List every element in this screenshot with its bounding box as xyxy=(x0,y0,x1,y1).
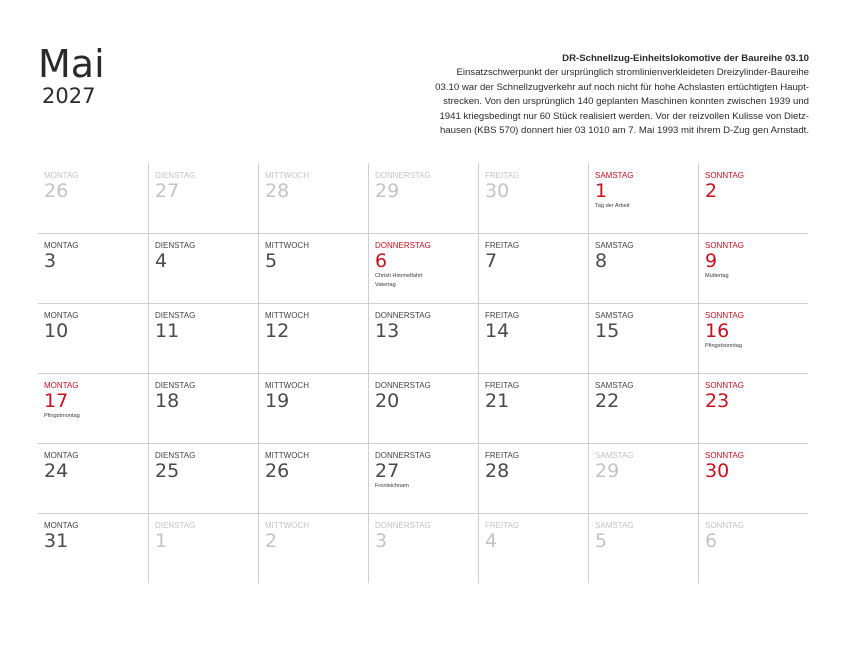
calendar-day-cell[interactable] xyxy=(38,303,148,373)
day-number: 12 xyxy=(265,320,290,342)
day-number: 20 xyxy=(375,390,400,412)
day-number: 26 xyxy=(265,460,290,482)
day-number: 18 xyxy=(155,390,180,412)
day-number: 30 xyxy=(485,180,510,202)
weekday-label: DONNERSTAG xyxy=(375,521,431,530)
holiday-note: Christi Himmelfahrt xyxy=(375,273,423,279)
day-number: 1 xyxy=(595,180,608,202)
weekday-label: DIENSTAG xyxy=(155,311,196,320)
weekday-label: DONNERSTAG xyxy=(375,311,431,320)
calendar-day-cell[interactable] xyxy=(588,443,698,513)
calendar-day-cell[interactable] xyxy=(368,163,478,233)
calendar-day-cell[interactable] xyxy=(258,303,368,373)
holiday-note: Pfingstmontag xyxy=(44,413,80,419)
weekday-label: SAMSTAG xyxy=(595,171,634,180)
day-number: 6 xyxy=(375,250,388,272)
weekday-label: MONTAG xyxy=(44,451,79,460)
calendar-day-cell[interactable] xyxy=(478,303,588,373)
weekday-label: DONNERSTAG xyxy=(375,241,431,250)
calendar-day-cell[interactable] xyxy=(698,443,808,513)
day-number: 29 xyxy=(375,180,400,202)
day-number: 8 xyxy=(595,250,608,272)
day-number: 4 xyxy=(155,250,168,272)
weekday-label: FREITAG xyxy=(485,451,520,460)
calendar-week-row xyxy=(38,233,808,304)
holiday-note: Fronleichnam xyxy=(375,483,409,489)
calendar-day-cell[interactable] xyxy=(588,303,698,373)
weekday-label: DIENSTAG xyxy=(155,521,196,530)
day-number: 14 xyxy=(485,320,510,342)
day-number: 10 xyxy=(44,320,69,342)
day-number: 28 xyxy=(265,180,290,202)
calendar-day-cell[interactable] xyxy=(588,373,698,443)
day-number: 11 xyxy=(155,320,180,342)
weekday-label: MONTAG xyxy=(44,171,79,180)
caption-line: 03.10 war der Schnellzugverkehr auf noch nicht für hohe Achslasten ertüchtigten Haupt- xyxy=(435,81,809,93)
calendar-day-cell[interactable] xyxy=(258,233,368,303)
weekday-label: SAMSTAG xyxy=(595,311,634,320)
day-number: 16 xyxy=(705,320,730,342)
calendar-day-cell[interactable] xyxy=(258,163,368,233)
calendar-day-cell[interactable] xyxy=(38,513,148,583)
day-number: 27 xyxy=(375,460,400,482)
calendar-week-row xyxy=(38,163,808,234)
weekday-label: FREITAG xyxy=(485,311,520,320)
weekday-label: DIENSTAG xyxy=(155,451,196,460)
caption-line: hausen (KBS 570) donnert hier 03 1010 am 7. Mai 1993 mit ihrem D-Zug gen Arnstadt. xyxy=(439,125,809,137)
weekday-label: MONTAG xyxy=(44,521,79,530)
weekday-label: SAMSTAG xyxy=(595,241,634,250)
weekday-label: MITTWOCH xyxy=(265,311,309,320)
weekday-label: DONNERSTAG xyxy=(375,171,431,180)
calendar-day-cell[interactable] xyxy=(148,163,258,233)
weekday-label: MONTAG xyxy=(44,241,79,250)
day-number: 5 xyxy=(595,530,608,552)
day-number: 21 xyxy=(485,390,510,412)
calendar-day-cell[interactable] xyxy=(258,373,368,443)
day-number: 17 xyxy=(44,390,69,412)
weekday-label: SONNTAG xyxy=(705,171,744,180)
weekday-label: MITTWOCH xyxy=(265,241,309,250)
day-number: 1 xyxy=(155,530,168,552)
weekday-label: MITTWOCH xyxy=(265,381,309,390)
day-number: 3 xyxy=(44,250,57,272)
calendar-day-cell[interactable] xyxy=(258,513,368,583)
calendar-week-row xyxy=(38,513,808,583)
weekday-label: FREITAG xyxy=(485,241,520,250)
calendar-day-cell[interactable] xyxy=(368,373,478,443)
calendar-day-cell[interactable] xyxy=(478,513,588,583)
weekday-label: MONTAG xyxy=(44,381,79,390)
caption-line: 1941 kriegsbedingt nur 60 Stück realisiert werden. Vor der reizvollen Kulisse von Dietz- xyxy=(439,110,809,122)
weekday-label: DONNERSTAG xyxy=(375,381,431,390)
weekday-label: SONNTAG xyxy=(705,451,744,460)
caption-line: strecken. Von den ursprünglich 140 geplanten Maschinen konnten zwischen 1939 und xyxy=(443,96,809,108)
calendar-day-cell[interactable] xyxy=(698,303,808,373)
calendar-day-cell[interactable] xyxy=(368,303,478,373)
calendar-day-cell[interactable] xyxy=(368,233,478,303)
day-number: 13 xyxy=(375,320,400,342)
day-number: 9 xyxy=(705,250,718,272)
calendar-week-row xyxy=(38,303,808,374)
calendar-day-cell[interactable] xyxy=(478,443,588,513)
calendar-day-cell[interactable] xyxy=(38,163,148,233)
calendar-grid xyxy=(38,163,808,585)
weekday-label: MITTWOCH xyxy=(265,451,309,460)
day-number: 25 xyxy=(155,460,180,482)
weekday-label: FREITAG xyxy=(485,381,520,390)
photo-caption xyxy=(389,52,809,138)
weekday-label: SONNTAG xyxy=(705,521,744,530)
day-number: 28 xyxy=(485,460,510,482)
day-number: 3 xyxy=(375,530,388,552)
caption-title: DR-Schnellzug-Einheitslokomotive der Baureihe 03.10 xyxy=(562,53,809,64)
day-number: 7 xyxy=(485,250,498,272)
weekday-label: MONTAG xyxy=(44,311,79,320)
calendar-day-cell[interactable] xyxy=(148,303,258,373)
weekday-label: SONNTAG xyxy=(705,381,744,390)
day-number: 5 xyxy=(265,250,278,272)
weekday-label: DIENSTAG xyxy=(155,171,196,180)
weekday-label: FREITAG xyxy=(485,521,520,530)
calendar-day-cell[interactable] xyxy=(478,373,588,443)
day-number: 27 xyxy=(155,180,180,202)
calendar-day-cell[interactable] xyxy=(698,163,808,233)
day-number: 19 xyxy=(265,390,290,412)
calendar-day-cell[interactable] xyxy=(258,443,368,513)
calendar-day-cell[interactable] xyxy=(368,443,478,513)
day-number: 6 xyxy=(705,530,718,552)
holiday-note: Vatertag xyxy=(375,281,396,288)
month-title: Mai xyxy=(38,42,105,86)
calendar-day-cell[interactable] xyxy=(38,373,148,443)
day-number: 31 xyxy=(44,530,69,552)
holiday-note: Pfingstsonntag xyxy=(705,343,743,349)
calendar-day-cell[interactable] xyxy=(148,373,258,443)
day-number: 4 xyxy=(485,530,498,552)
weekday-label: MITTWOCH xyxy=(265,521,309,530)
weekday-label: MITTWOCH xyxy=(265,171,309,180)
calendar-day-cell[interactable] xyxy=(368,513,478,583)
holiday-note: Muttertag xyxy=(705,273,729,279)
day-number: 29 xyxy=(595,460,620,482)
calendar-day-cell[interactable] xyxy=(698,373,808,443)
day-number: 2 xyxy=(265,530,278,552)
calendar-day-cell[interactable] xyxy=(698,513,808,583)
calendar-day-cell[interactable] xyxy=(148,513,258,583)
day-number: 24 xyxy=(44,460,69,482)
day-number: 23 xyxy=(705,390,730,412)
calendar-week-row xyxy=(38,443,808,514)
calendar-day-cell[interactable] xyxy=(588,513,698,583)
calendar-day-cell[interactable] xyxy=(588,233,698,303)
calendar-week-row xyxy=(38,373,808,444)
weekday-label: SONNTAG xyxy=(705,311,744,320)
weekday-label: DONNERSTAG xyxy=(375,451,431,460)
calendar-day-cell[interactable] xyxy=(148,443,258,513)
day-number: 26 xyxy=(44,180,69,202)
day-number: 30 xyxy=(705,460,730,482)
weekday-label: DIENSTAG xyxy=(155,241,196,250)
weekday-label: SAMSTAG xyxy=(595,451,634,460)
caption-line: Einsatzschwerpunkt der ursprünglich stromlinienverkleideten Dreizylinder-Baureihe xyxy=(456,67,809,79)
weekday-label: SAMSTAG xyxy=(595,381,634,390)
day-number: 2 xyxy=(705,180,718,202)
day-number: 15 xyxy=(595,320,620,342)
weekday-label: SONNTAG xyxy=(705,241,744,250)
calendar-day-cell[interactable] xyxy=(478,163,588,233)
calendar-day-cell[interactable] xyxy=(38,233,148,303)
calendar-day-cell[interactable] xyxy=(588,163,698,233)
calendar-day-cell[interactable] xyxy=(478,233,588,303)
calendar-day-cell[interactable] xyxy=(148,233,258,303)
day-number: 22 xyxy=(595,390,620,412)
holiday-note: Tag der Arbeit xyxy=(595,203,630,209)
weekday-label: SAMSTAG xyxy=(595,521,634,530)
calendar-day-cell[interactable] xyxy=(698,233,808,303)
year-label: 2027 xyxy=(42,84,96,108)
weekday-label: DIENSTAG xyxy=(155,381,196,390)
calendar-day-cell[interactable] xyxy=(38,443,148,513)
weekday-label: FREITAG xyxy=(485,171,520,180)
